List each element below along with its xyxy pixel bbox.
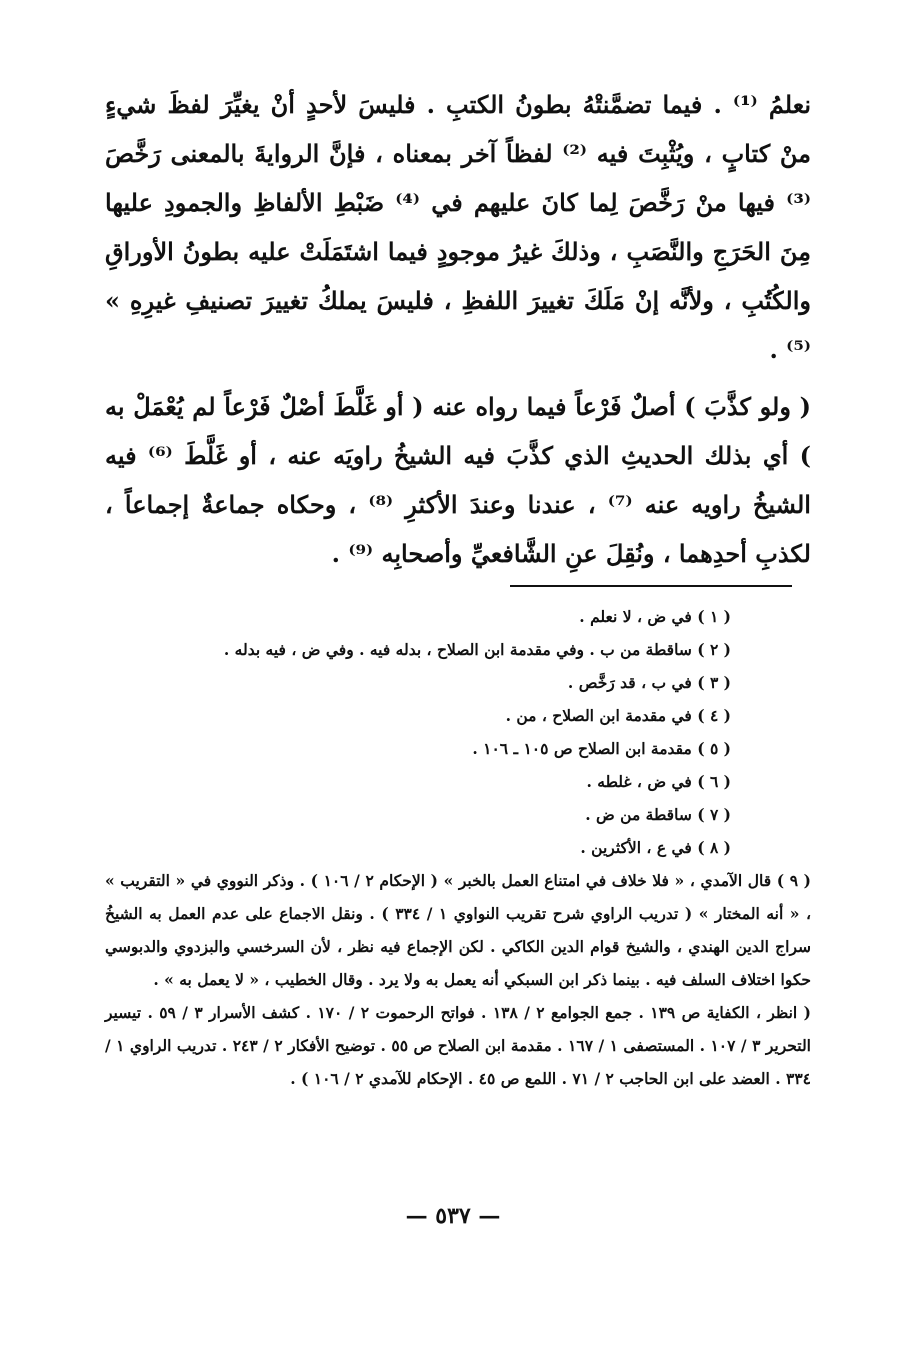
footnote-9: ( ٩ ) قال الآمدي ، « فلا خلاف في امتناع العمل بالخبر » ( الإحكام ٢ / ١٠٦ ) . وذكر النووي في « التقريب » ، « أنه المختار » ( تدريب الراوي شرح تقريب النواوي ١ / ٣٣٤ ) . ونقل الاجماع على عدم العمل به الشيخُ سراج الدين الهندي ، والشيخ قوام الدين الكاكي . لكن الإجماع فيه نظر ، لأن السرخسي والبزدوي والدبوسي حكوا اختلاف السلف فيه . بينما ذكر ابن السبكي أنه يعمل به ولا يرد . وقال الخطيب ، « لا يعمل به » .	[105, 871, 812, 989]
main-text	[105, 80, 811, 578]
footnote-7: ( ٧ ) ساقطة من ض .	[585, 805, 731, 824]
footnotes	[105, 600, 811, 1095]
page-number: — ٥٣٧ —	[405, 1203, 501, 1229]
footnote-6: ( ٦ ) في ض ، غلطه .	[586, 772, 731, 791]
paragraph-2: ( ولو كذَّبَ ) أصلٌ فَرْعاً فيما رواه عنه ( أو غَلَّطَ أصْلٌ فَرْعاً لم يُعْمَلْ به ) أي بذلك الحديثِ الذي كذَّبَ فيه الشيخُ راويَه عنه ، أو غَلَّطَ ⁽⁶⁾ فيه الشيخُ راويه عنه ⁽⁷⁾ ، عندنا وعندَ الأكثرِ ⁽⁸⁾ ، وحكاه جماعةٌ إجماعاً ، لكذبِ أحدِهما ، ونُقِلَ عنِ الشَّافعيِّ وأصحابِه ⁽⁹⁾ .	[105, 392, 811, 568]
footnote-2: ( ٢ ) ساقطة من ب . وفي مقدمة ابن الصلاح ، بدله فيه . وفي ض ، فيه بدله .	[223, 640, 731, 659]
footnote-1: ( ١ ) في ض ، لا نعلم .	[579, 607, 731, 626]
footnote-9-references: ( انظر ، الكفاية ص ١٣٩ . جمع الجوامع ٢ / ١٣٨ . فواتح الرحموت ٢ / ١٧٠ . كشف الأسرار ٣ / ٥٩ . تيسير التحرير ٣ / ١٠٧ . المستصفى ١ / ١٦٧ . مقدمة ابن الصلاح ص ٥٥ . توضيح الأفكار ٢ / ٢٤٣ . تدريب الراوي ١ / ٣٣٤ . العضد على ابن الحاجب ٢ / ٧١ . اللمع ص ٤٥ . الإحكام للآمدي ٢ / ١٠٦ ) .	[105, 1003, 811, 1088]
footnote-5: ( ٥ ) مقدمة ابن الصلاح ص ١٠٥ ـ ١٠٦ .	[472, 739, 731, 758]
footnote-4: ( ٤ ) في مقدمة ابن الصلاح ، من .	[505, 706, 731, 725]
paragraph-1: نعلمُ ⁽¹⁾ . فيما تضمَّنتْهُ بطونُ الكتبِ . فليسَ لأحدٍ أنْ يغيِّرَ لفظَ شيءٍ منْ كتابٍ ، ويُثْبِتَ فيه ⁽²⁾ لفظاً آخر بمعناه ، فإنَّ الروايةَ بالمعنى رَخَّصَ ⁽³⁾ فيها منْ رَخَّصَ لِما كانَ عليهم في ⁽⁴⁾ ضَبْطِ الألفاظِ والجمودِ عليها مِنَ الحَرَجِ والنَّصَبِ ، وذلكَ غيرُ موجودٍ فيما اشتَمَلَتْ عليه بطونُ الأوراقِ والكُتُبِ ، ولأنَّه إنْ مَلَكَ تغييرَ اللفظِ ، فليسَ يملكُ تغييرَ تصنيفِ غيرِهِ » ⁽⁵⁾ .	[105, 90, 812, 364]
footnote-8: ( ٨ ) في ع ، الأكثرين .	[580, 838, 731, 857]
footnote-divider	[510, 585, 792, 587]
footnote-3: ( ٣ ) في ب ، قد رَخَّص .	[567, 673, 731, 692]
